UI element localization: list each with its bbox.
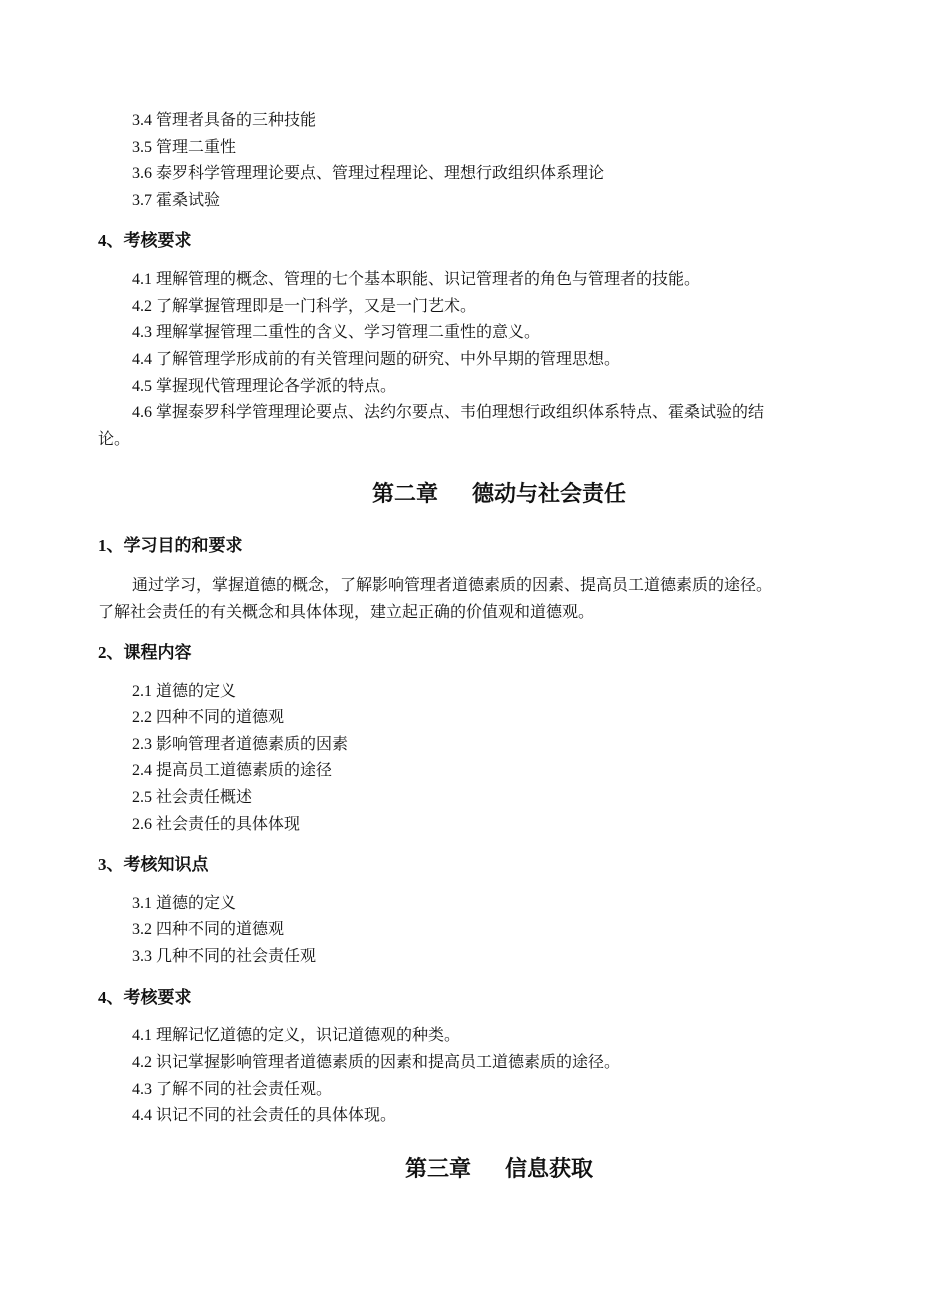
list-item: 4.1 理解记忆道德的定义，识记道德观的种类。: [132, 1027, 461, 1044]
chapter-title: [0, 1155, 950, 1183]
chapter-name: 信息获取: [505, 1156, 594, 1181]
list-item: 4.4 了解管理学形成前的有关管理问题的研究、中外早期的管理思想。: [132, 351, 621, 368]
list-item: 4.3 了解不同的社会责任观。: [132, 1081, 333, 1098]
list-item: 2.1 道德的定义: [132, 683, 237, 700]
list-item: 2.6 社会责任的具体体现: [132, 816, 301, 833]
list-item: 2.2 四种不同的道德观: [132, 709, 285, 726]
chapter-title: [0, 480, 950, 508]
chapter-number: 第三章: [404, 1156, 471, 1181]
section-heading: 3、考核知识点: [98, 855, 209, 874]
section-heading: 2、课程内容: [98, 643, 192, 662]
list-item: 3.4 管理者具备的三种技能: [132, 112, 317, 129]
section-heading: 1、学习目的和要求: [98, 536, 243, 555]
list-item: 2.3 影响管理者道德素质的因素: [132, 736, 349, 753]
list-item-continuation: 论。: [98, 431, 131, 448]
list-item: 4.6 掌握泰罗科学管理理论要点、法约尔要点、韦伯理想行政组织体系特点、霍桑试验的结: [132, 404, 765, 421]
list-item: 3.2 四种不同的道德观: [132, 921, 285, 938]
chapter-name: 德动与社会责任: [472, 481, 627, 506]
list-item: 4.5 掌握现代管理理论各学派的特点。: [132, 378, 397, 395]
list-item: 3.3 几种不同的社会责任观: [132, 948, 317, 965]
list-item: 4.2 识记掌握影响管理者道德素质的因素和提高员工道德素质的途径。: [132, 1054, 621, 1071]
list-item: 3.1 道德的定义: [132, 895, 237, 912]
section-heading: 4、考核要求: [98, 988, 192, 1007]
list-item: 4.2 了解掌握管理即是一门科学，又是一门艺术。: [132, 298, 477, 315]
list-item: 4.4 识记不同的社会责任的具体体现。: [132, 1107, 397, 1124]
list-item: 2.4 提高员工道德素质的途径: [132, 762, 333, 779]
paragraph-line: 通过学习，掌握道德的概念，了解影响管理者道德素质的因素、提高员工道德素质的途径。: [132, 577, 773, 594]
section-heading: 4、考核要求: [98, 231, 192, 250]
list-item: 3.6 泰罗科学管理理论要点、管理过程理论、理想行政组织体系理论: [132, 165, 605, 182]
list-item: 2.5 社会责任概述: [132, 789, 253, 806]
list-item: 3.7 霍桑试验: [132, 192, 221, 209]
list-item: 4.3 理解掌握管理二重性的含义、学习管理二重性的意义。: [132, 324, 541, 341]
list-item: 3.5 管理二重性: [132, 139, 237, 156]
list-item: 4.1 理解管理的概念、管理的七个基本职能、识记管理者的角色与管理者的技能。: [132, 271, 701, 288]
chapter-number: 第二章: [371, 481, 438, 506]
paragraph-line: 了解社会责任的有关概念和具体体现，建立起正确的价值观和道德观。: [98, 604, 595, 621]
